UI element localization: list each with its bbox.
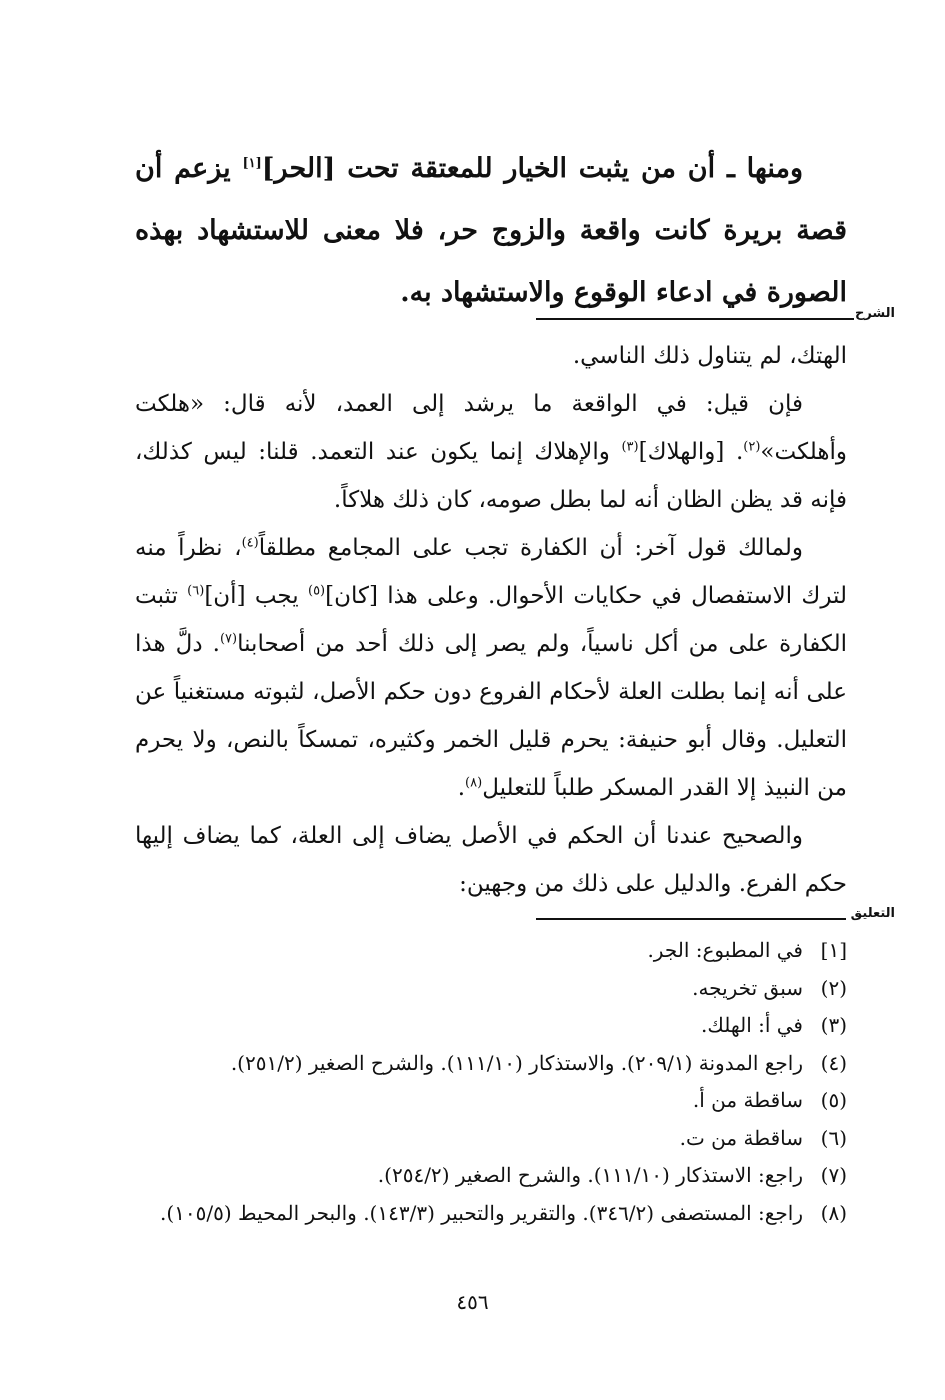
footnote-marker: (٦)	[187, 583, 205, 599]
footnote-number: (٤)	[820, 1050, 847, 1075]
footnote-marker: (٢)	[743, 439, 761, 455]
sharh-paragraph	[135, 812, 847, 908]
text-run: فإن قيل: في الواقعة ما يرشد إلى العمد، لأنه قال: «هلكت وأهلكت»	[135, 391, 848, 465]
footnote-marker: (٣)	[621, 439, 639, 455]
sharh-paragraph	[135, 524, 847, 812]
footnote-text: في المطبوع: الجر.	[647, 938, 803, 962]
text-run: ، نظراً منه لترك الاستفصال في حكايات الأحوال. وعلى هذا [كان]	[135, 535, 848, 609]
text-run: .	[457, 775, 466, 801]
footnotes	[135, 932, 847, 1232]
footnote-text: في أ: الهلك.	[701, 1013, 803, 1037]
text-run: ومنها ـ أن من يثبت الخيار للمعتقة تحت [الحر]	[261, 153, 804, 184]
footnote-number: (٨)	[820, 1200, 847, 1225]
footnote-item	[135, 1195, 847, 1233]
text-run: يزعم أن قصة بريرة كانت واقعة والزوج حر، فلا معنى للاستشهاد بهذه الصورة في ادعاء الوقوع والاستشهاد به.	[135, 153, 847, 308]
sharh-label: الشرح	[854, 306, 895, 321]
footnote-marker: (٨)	[465, 775, 483, 791]
footnote-text: ساقطة من ت.	[679, 1125, 803, 1150]
page-number: ٤٥٦	[456, 1290, 489, 1314]
footnote-marker: [١]	[242, 156, 262, 171]
footnote-number: (٦)	[820, 1125, 847, 1150]
footnote-number: (٧)	[820, 1163, 847, 1187]
text-run: . [والهلاك]	[638, 439, 744, 465]
text-run: يجب [أن]	[204, 583, 308, 609]
text-run: والإهلاك إنما يكون عند التعمد. قلنا: ليس كذلك، فإنه قد يظن الظان أنه لما بطل صومه، كان ذلك هلاكاً.	[135, 439, 847, 513]
taliq-label: التعليق	[850, 906, 895, 921]
sharh-paragraph	[135, 380, 847, 524]
footnote-item	[135, 1082, 847, 1120]
taliq-divider	[536, 918, 846, 920]
matn-paragraph	[135, 138, 847, 324]
footnote-item	[135, 970, 847, 1008]
text-run: ولمالك قول آخر: أن الكفارة تجب على المجامع مطلقاً	[258, 535, 803, 561]
footnote-marker: (٥)	[307, 583, 326, 599]
sharh-divider	[536, 318, 854, 320]
footnote-item	[135, 1157, 847, 1195]
footnote-text: راجع: الاستذكار (١١١/١٠). والشرح الصغير (٢٥٤/٢).	[377, 1163, 803, 1187]
footnote-number: (٢)	[820, 975, 847, 1000]
text-run: . دلَّ هذا على أنه إنما بطلت العلة لأحكام الفروع دون حكم الأصل، لثبوته مستغنياً عن التعليل. وقال أبو حنيفة: يحرم قليل الخمر وكثيره، تمسكاً بالنص، ولا يحرم من النبيذ إلا القدر المسكر طلباً للتعليل	[135, 631, 847, 801]
footnote-text: راجع المدونة (٢٠٩/١). والاستذكار (١١١/١٠). والشرح الصغير (٢٥١/٢).	[230, 1050, 803, 1075]
footnote-marker: (٧)	[219, 631, 238, 647]
footnote-item	[135, 1045, 847, 1083]
sharh-text	[135, 332, 847, 908]
footnote-item	[135, 932, 847, 970]
footnote-text: ساقطة من أ.	[692, 1088, 803, 1112]
sharh-paragraph	[135, 332, 847, 380]
footnote-item	[135, 1120, 847, 1158]
footnote-number: [١]	[820, 938, 847, 962]
footnote-number: (٣)	[820, 1013, 847, 1037]
text-run: والصحيح عندنا أن الحكم في الأصل يضاف إلى العلة، كما يضاف إليها حكم الفرع. والدليل على ذلك من وجهين:	[135, 823, 847, 897]
matn-text	[135, 138, 847, 324]
footnote-number: (٥)	[820, 1088, 847, 1112]
text-run: الهتك، لم يتناول ذلك الناسي.	[572, 343, 847, 369]
text-run: تثبت الكفارة على من أكل ناسياً، ولم يصر إلى ذلك أحد من أصحابنا	[135, 583, 848, 657]
footnote-text: سبق تخريجه.	[692, 975, 803, 1000]
footnote-item	[135, 1007, 847, 1045]
footnote-marker: (٤)	[241, 535, 259, 551]
footnote-text: راجع: المستصفى (٣٤٦/٢). والتقرير والتحبير (١٤٣/٣). والبحر المحيط (١٠٥/٥).	[160, 1200, 803, 1225]
